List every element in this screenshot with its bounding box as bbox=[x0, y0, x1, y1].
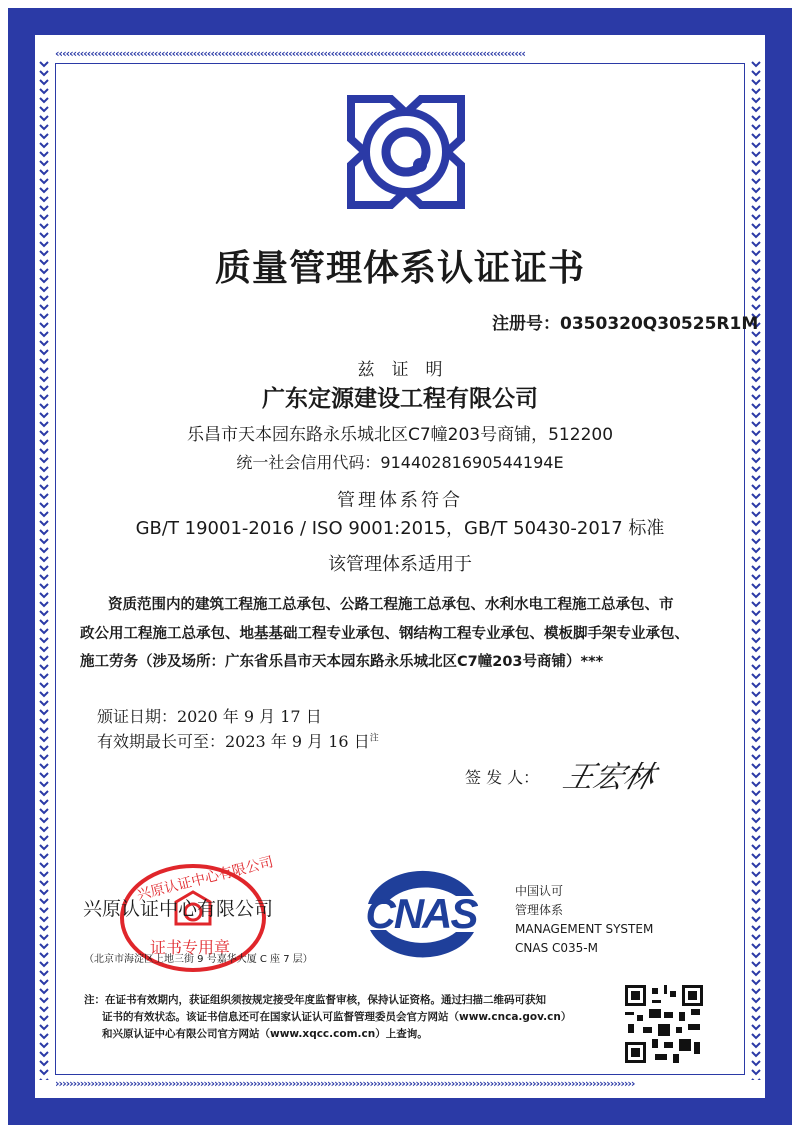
valid-note-mark: 注 bbox=[369, 733, 379, 744]
note-line: 证书的有效状态。该证书信息还可在国家认证认可监督管理委员会官方网站（www.cnca.gov.cn） bbox=[102, 1011, 572, 1023]
certification-body-address: （北京市海淀区上地三街 9 号嘉华大厦 C 座 7 层） bbox=[84, 954, 313, 965]
cnas-line: 中国认可 bbox=[515, 884, 564, 898]
issue-date: 颁证日期：2020 年 9 月 17 日 bbox=[97, 707, 322, 726]
conform-label: 管理体系符合 bbox=[337, 490, 463, 511]
notes bbox=[84, 992, 571, 1043]
certification-body: 兴原认证中心有限公司 bbox=[83, 898, 274, 920]
cnas-logo-text: CNAS bbox=[365, 890, 477, 937]
hereby-certify: 兹 证 明 bbox=[357, 360, 443, 380]
cnas-info bbox=[515, 882, 653, 958]
bottom-chevron-border: ›››››››››››››››››››››››››››››››››››››››››››››››››››››››››››››››››››››››››››››››››››››››››››››››››››››››››››››››››››››››››››››››››››››››››››››››››››››››››››››››››››› bbox=[55, 1078, 635, 1089]
issuer-signature: 王宏林 bbox=[559, 760, 659, 795]
company-name: 广东定源建设工程有限公司 bbox=[262, 386, 538, 412]
issuer-label: 签 发 人： bbox=[465, 768, 540, 787]
cnas-line: MANAGEMENT SYSTEM bbox=[515, 922, 654, 936]
credit-code: 统一社会信用代码：91440281690544194E bbox=[236, 453, 564, 472]
note-line: 和兴原认证中心有限公司官方网站（www.xqcc.com.cn）上查询。 bbox=[102, 1028, 428, 1040]
seal-top-text: 兴原认证中心有限公司 bbox=[135, 854, 276, 904]
scope-line: 政公用工程施工总承包、地基基础工程专业承包、钢结构工程专业承包、模板脚手架专业承包、 bbox=[80, 626, 689, 642]
valid-until bbox=[97, 729, 379, 752]
certification-logo-icon bbox=[345, 93, 467, 211]
note-line: 注：在证书有效期内，获证组织须按规定接受年度监督审核，保持认证资格。通过扫描二维码可获知 bbox=[84, 994, 546, 1006]
scope-line: 施工劳务（涉及场所：广东省乐昌市天本园东路永乐城北区C7幢203号商铺）*** bbox=[80, 654, 604, 670]
registration-number: 注册号：0350320Q30525R1M bbox=[492, 314, 759, 334]
cnas-line: CNAS C035-M bbox=[515, 941, 598, 955]
qr-code-icon[interactable] bbox=[625, 985, 703, 1063]
applies-label: 该管理体系适用于 bbox=[328, 554, 472, 575]
cnas-line: 管理体系 bbox=[515, 903, 564, 917]
company-address: 乐昌市天本园东路永乐城北区C7幢203号商铺，512200 bbox=[186, 425, 614, 445]
standards: GB/T 19001-2016 / ISO 9001:2015，GB/T 50430-2017 标准 bbox=[135, 518, 665, 539]
top-chevron-border: ‹‹‹‹‹‹‹‹‹‹‹‹‹‹‹‹‹‹‹‹‹‹‹‹‹‹‹‹‹‹‹‹‹‹‹‹‹‹‹‹‹‹‹‹‹‹‹‹‹‹‹‹‹‹‹‹‹‹‹‹‹‹‹‹‹‹‹‹‹‹‹‹‹‹‹‹‹‹‹‹‹‹‹‹‹‹‹‹‹‹‹‹‹‹‹‹‹‹‹‹‹‹‹‹‹‹‹‹‹‹‹‹‹‹‹‹‹‹‹‹‹‹‹‹‹‹‹‹‹‹‹‹‹ bbox=[55, 48, 525, 59]
valid-until-text: 有效期最长可至：2023 年 9 月 16 日 bbox=[97, 732, 370, 751]
certificate-title: 质量管理体系认证证书 bbox=[214, 248, 585, 289]
scope-line: 资质范围内的建筑工程施工总承包、公路工程施工总承包、水利水电工程施工总承包、市 bbox=[108, 597, 674, 613]
seal-bottom-text: 证书专用章 bbox=[150, 938, 231, 957]
